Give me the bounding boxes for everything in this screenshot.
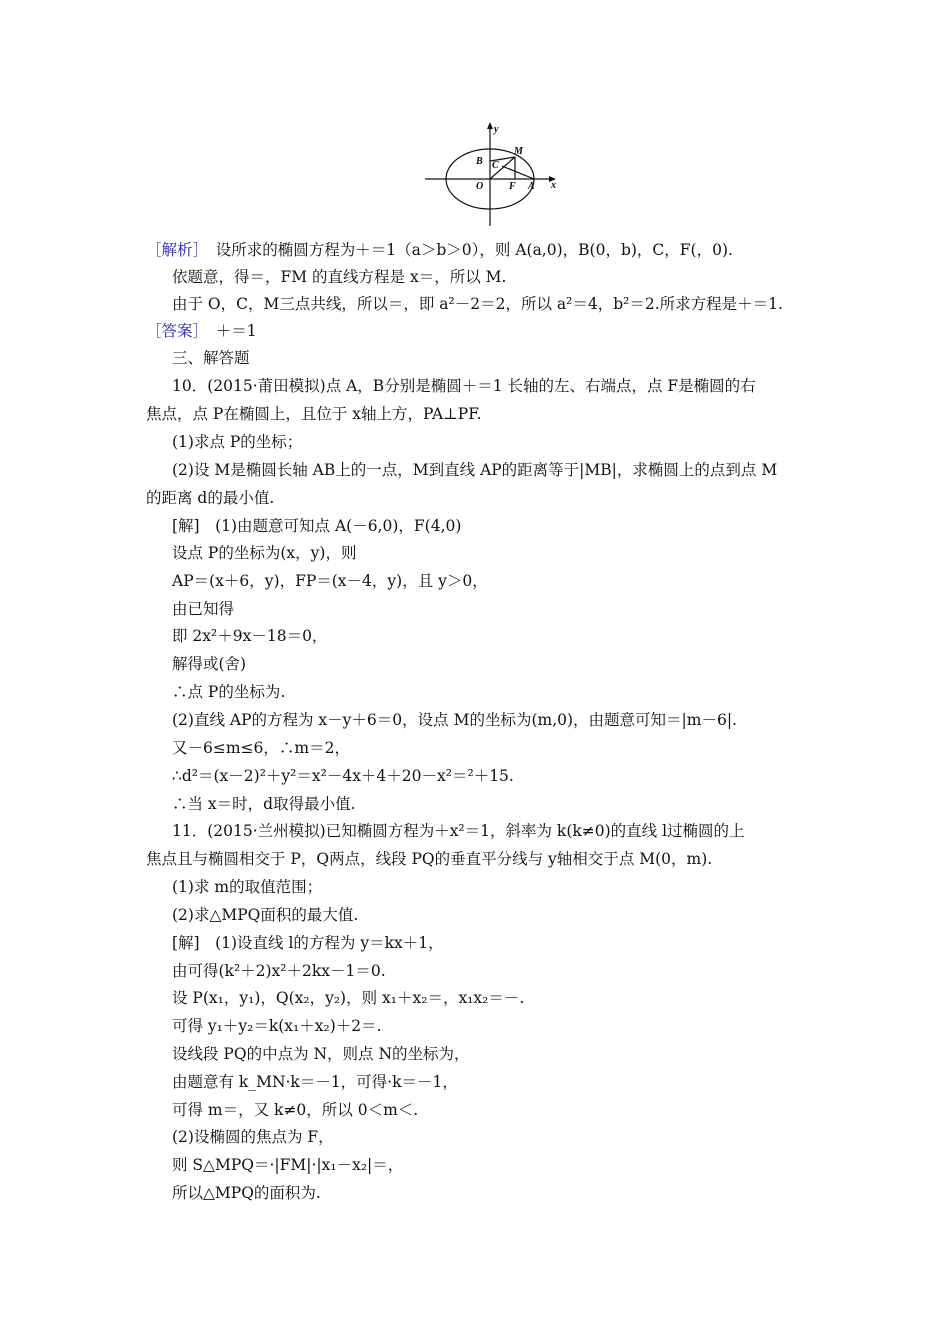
analysis-line (146, 240, 733, 260)
label-a: A (528, 181, 535, 192)
segment-ca (502, 166, 534, 179)
analysis-tag: ［解析］ (146, 241, 201, 259)
analysis-text: 设所求的椭圆方程为＋＝1（a＞b＞0），则 A(a,0)，B(0，b)，C，F(，0). (200, 241, 733, 259)
label-m: M (514, 146, 523, 157)
solution-line: (2)直线 AP的方程为 x－y＋6＝0，设点 M的坐标为(m,0)，由题意可知＝|m－6|. (172, 711, 737, 729)
answer-tag: ［答案］ (146, 322, 201, 340)
solution-line: ∴点 P的坐标为. (172, 683, 286, 701)
solution-line: 由可得(k²＋2)x²＋2kx－1＝0. (172, 962, 386, 980)
problem-11-part-1: (1)求 m的取值范围； (172, 878, 323, 896)
ellipse-figure (420, 118, 570, 230)
label-c: C (492, 160, 499, 171)
solution-line: 由题意有 k_MN·k＝－1，可得·k＝－1， (172, 1073, 458, 1091)
solution-line: 解得或(舍) (172, 655, 247, 673)
problem-10-part-2: 的距离 d的最小值. (146, 489, 275, 507)
answer-text: ＋＝1 (200, 322, 257, 340)
solution-line: (2)设椭圆的焦点为 F， (172, 1128, 334, 1146)
label-f: F (509, 181, 516, 192)
solution-line: ∴当 x＝时，d取得最小值. (172, 795, 356, 813)
problem-11-line: 焦点且与椭圆相交于 P，Q两点，线段 PQ的垂直平分线与 y轴相交于点 M(0，m). (146, 850, 713, 868)
text-line: 依题意，得＝，FM 的直线方程是 x＝，所以 M. (172, 268, 507, 286)
solution-line: 由已知得 (172, 600, 235, 618)
solution-line: 设点 P的坐标为(x，y)，则 (172, 544, 357, 562)
solution-line: 即 2x²＋9x－18＝0， (172, 627, 328, 645)
solution-line: 设线段 PQ的中点为 N，则点 N的坐标为， (172, 1045, 470, 1063)
problem-11-part-2: (2)求△MPQ面积的最大值. (172, 906, 359, 924)
problem-10-part-1: (1)求点 P的坐标； (172, 433, 303, 451)
solution-line: [解] (1)设直线 l的方程为 y＝kx＋1， (172, 934, 444, 952)
section-heading: 三、解答题 (172, 349, 250, 367)
solution-line: 可得 y₁＋y₂＝k(x₁＋x₂)＋2＝. (172, 1017, 382, 1035)
problem-10-part-2: (2)设 M是椭圆长轴 AB上的一点，M到直线 AP的距离等于|MB|，求椭圆上的点到点 M (172, 461, 778, 479)
problem-10-line: 焦点，点 P在椭圆上，且位于 x轴上方，PA⊥PF. (146, 405, 482, 423)
solution-line: 可得 m＝，又 k≠0，所以 0＜m＜. (172, 1101, 419, 1119)
problem-10-line: 10．(2015·莆田模拟)点 A，B分别是椭圆＋＝1 长轴的左、右端点，点 F是椭圆的右 (172, 377, 756, 395)
solution-line: 则 S△MPQ＝·|FM|·|x₁－x₂|＝， (172, 1156, 404, 1174)
solution-line: 又－6≤m≤6，∴m＝2， (172, 739, 350, 757)
solution-line: ∴d²＝(x－2)²＋y²＝x²－4x＋4＋20－x²＝²＋15. (172, 767, 514, 785)
solution-line: 设 P(x₁，y₁)，Q(x₂，y₂)，则 x₁＋x₂＝，x₁x₂＝－. (172, 989, 525, 1007)
label-y: y (494, 124, 499, 135)
label-x: x (551, 180, 556, 191)
solution-line: AP＝(x＋6，y)，FP＝(x－4，y)，且 y＞0， (172, 572, 488, 590)
answer-line (146, 321, 257, 341)
y-arrow (487, 122, 493, 129)
label-o: O (476, 181, 484, 192)
problem-11-line: 11．(2015·兰州模拟)已知椭圆方程为＋x²＝1，斜率为 k(k≠0)的直线 l过椭圆的上 (172, 822, 745, 840)
solution-line: [解] (1)由题意可知点 A(－6,0)，F(4,0) (172, 517, 462, 535)
text-line: 由于 O，C，M三点共线，所以＝，即 a²－2＝2，所以 a²＝4，b²＝2.所求方程是＋＝1. (172, 295, 783, 313)
label-b: B (476, 156, 483, 167)
solution-line: 所以△MPQ的面积为. (172, 1184, 321, 1202)
